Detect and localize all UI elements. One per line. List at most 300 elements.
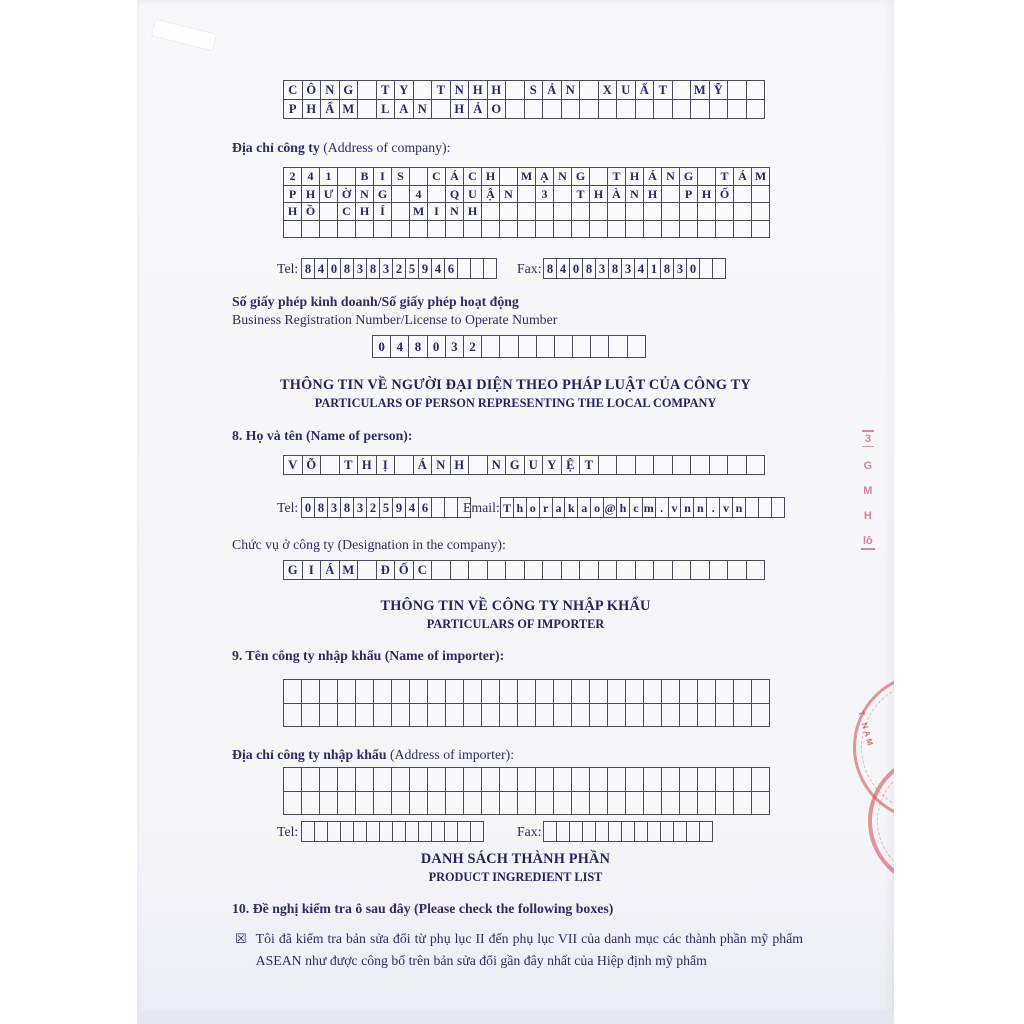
char-grid-row [283,560,765,580]
char-box [431,821,445,842]
char-box [733,185,752,204]
char-box: @ [603,497,617,518]
char-box: Ấ [635,80,655,100]
section-person-heading [177,377,854,411]
char-box [635,99,655,119]
char-box: H [468,80,488,100]
char-box [301,220,320,239]
char-box [625,202,644,221]
char-box [373,767,392,792]
char-box [445,791,464,816]
char-box [643,791,662,816]
char-box: 4 [409,185,428,204]
char-box [582,821,596,842]
char-grid-row [283,185,770,204]
section-importer-heading [177,598,854,632]
char-box [697,679,716,704]
char-box [607,767,626,792]
char-box [409,679,428,704]
char-box [409,703,428,728]
char-box [487,560,507,580]
char-box [699,258,713,279]
char-box [457,821,471,842]
char-box [366,821,380,842]
char-box: H [357,455,377,475]
char-box [379,821,393,842]
question-8-label: 8. Họ và tên (Name of person): [232,428,413,443]
char-grid-row [283,167,770,186]
char-box [715,767,734,792]
char-box: 2 [366,497,380,518]
char-box [301,791,320,816]
question-9-label: 9. Tên công ty nhập khẩu (Name of importer): [232,648,505,663]
char-box: C [427,167,446,186]
char-box: T [376,80,396,100]
char-box [715,220,734,239]
char-box [727,560,747,580]
char-box [340,821,354,842]
char-box [535,202,554,221]
company-address-label [232,140,450,156]
char-box: U [616,80,636,100]
char-box [627,335,646,358]
char-box: C [337,202,356,221]
char-box [319,220,338,239]
char-box [607,202,626,221]
char-box [355,767,374,792]
char-box [751,679,770,704]
char-box [553,767,572,792]
importer-tel-label: Tel: [277,824,299,839]
char-box: X [598,80,618,100]
char-box [712,258,726,279]
char-box [391,185,410,204]
char-box [647,821,661,842]
char-box [579,80,599,100]
char-box: v [668,497,682,518]
char-box [679,220,698,239]
char-box [733,703,752,728]
char-box [431,497,445,518]
char-box [715,703,734,728]
char-box [301,679,320,704]
importer-address-label [232,747,514,763]
char-box: Q [445,185,464,204]
char-box [690,99,710,119]
char-box [427,220,446,239]
char-box [301,703,320,728]
char-box: 0 [327,258,341,279]
char-box [373,220,392,239]
company-address-grid [283,167,770,238]
char-box [733,767,752,792]
declaration-checkbox-row [235,928,803,972]
char-box [608,335,627,358]
char-box [355,791,374,816]
char-box [589,791,608,816]
char-box: M [751,167,770,186]
char-box: A [394,99,414,119]
char-box: C [463,167,482,186]
char-box [463,220,482,239]
char-box [709,560,729,580]
section-person-heading-en: PARTICULARS OF PERSON REPRESENTING THE LOCAL COMPANY [314,396,717,410]
scan-bottom-shadow [137,1011,894,1024]
char-box: 8 [660,258,674,279]
char-box [569,821,583,842]
char-box [409,767,428,792]
importer-name-grid [283,679,770,727]
question-10-label: 10. Đề nghị kiểm tra ô sau đây (Please check the following boxes) [232,901,614,916]
char-box [697,791,716,816]
char-box: T [715,167,734,186]
char-box [373,791,392,816]
char-box: I [373,167,392,186]
company-fax-label: Fax: [517,261,542,276]
char-box: 3 [445,335,464,358]
char-box [643,679,662,704]
char-box: 9 [392,497,406,518]
char-box: 3 [353,258,367,279]
char-box [758,497,772,518]
char-box [715,679,734,704]
char-box [357,99,377,119]
red-stamp-text: T NAM [856,710,876,749]
char-box: n [732,497,746,518]
char-box: 8 [543,258,557,279]
char-box [661,202,680,221]
char-box: 8 [366,258,380,279]
char-box [337,167,356,186]
char-box: Ố [394,560,414,580]
char-box [699,821,713,842]
scan-smudge [151,19,217,52]
char-grid-row [283,80,765,100]
person-tel-grid [301,497,471,518]
char-box: . [655,497,669,518]
char-box [535,767,554,792]
section-ingredients-heading-vn: DANH SÁCH THÀNH PHẦN [420,851,611,867]
char-box [673,821,687,842]
char-box [505,80,525,100]
char-box: H [301,185,320,204]
char-box: Y [542,455,562,475]
char-box [554,335,573,358]
char-box [394,455,414,475]
char-box: 6 [444,258,458,279]
char-grid-row [283,703,770,728]
char-box [427,767,446,792]
char-box [751,703,770,728]
char-box: H [355,202,374,221]
char-box: H [302,99,322,119]
char-grid-row [301,258,497,279]
char-box [445,679,464,704]
char-box [653,455,673,475]
char-box: M [339,560,359,580]
char-box [679,791,698,816]
char-box: 4 [634,258,648,279]
char-box [301,767,320,792]
char-box: 4 [301,167,320,186]
char-box: G [373,185,392,204]
char-box [571,679,590,704]
char-box [589,220,608,239]
char-box [450,560,470,580]
char-box [320,455,340,475]
char-box: P [679,185,698,204]
char-box [481,220,500,239]
char-box [751,791,770,816]
char-box [481,679,500,704]
char-box [524,560,544,580]
char-box [319,791,338,816]
char-box: H [643,185,662,204]
char-box: n [693,497,707,518]
char-box [621,821,635,842]
char-box: L [376,99,396,119]
char-box [733,202,752,221]
char-box [727,455,747,475]
char-box: N [320,80,340,100]
char-box: S [524,80,544,100]
char-box: P [283,99,303,119]
char-box: 5 [379,497,393,518]
char-box: 3 [621,258,635,279]
char-box: 0 [372,335,391,358]
edge-mark-char: 3 [862,430,874,447]
edge-mark-char: G [863,460,873,472]
char-box [337,679,356,704]
char-box [357,560,377,580]
char-box [553,679,572,704]
char-box: m [642,497,656,518]
char-box: N [625,185,644,204]
char-box: 3 [673,258,687,279]
char-grid-row [301,497,471,518]
char-box [746,99,766,119]
char-box: B [355,167,374,186]
char-box: O [487,99,507,119]
char-box: Ệ [561,455,581,475]
char-box [481,767,500,792]
char-box [542,560,562,580]
edge-mark-char: lô [861,535,875,550]
char-box [418,821,432,842]
char-box: 4 [405,497,419,518]
char-box: h [513,497,527,518]
char-box [391,791,410,816]
char-box [643,703,662,728]
char-grid-row [500,497,785,518]
char-box: c [629,497,643,518]
char-box: T [431,80,451,100]
char-box [481,202,500,221]
person-tel-label: Tel: [277,500,299,515]
char-box: Ư [319,185,338,204]
char-box [661,703,680,728]
char-box [616,99,636,119]
char-box: G [679,167,698,186]
char-box [283,220,302,239]
char-box: M [517,167,536,186]
char-box: H [697,185,716,204]
char-box [409,220,428,239]
char-box: N [499,185,518,204]
char-box [643,202,662,221]
char-box [427,185,446,204]
char-box [373,703,392,728]
char-box [598,560,618,580]
char-box [571,202,590,221]
char-box: C [413,560,433,580]
char-box: Ậ [481,185,500,204]
char-box [457,258,471,279]
char-box [445,767,464,792]
char-box: Ạ [535,167,554,186]
char-box: Á [320,560,340,580]
char-box [463,767,482,792]
char-box: Á [643,167,662,186]
designation-grid [283,560,765,580]
char-box [733,679,752,704]
char-box [661,185,680,204]
char-grid-row [543,258,726,279]
char-box [283,767,302,792]
char-box [409,167,428,186]
char-box [517,791,536,816]
char-box: Ô [302,80,322,100]
char-box [283,679,302,704]
char-box: Y [394,80,414,100]
char-box [571,703,590,728]
char-box: N [445,202,464,221]
char-box [745,497,759,518]
char-box [653,99,673,119]
char-box [625,679,644,704]
char-box: o [526,497,540,518]
char-box: H [625,167,644,186]
char-box [590,335,609,358]
char-box: Ỹ [709,80,729,100]
char-box [355,220,374,239]
char-box [499,335,518,358]
char-box [470,821,484,842]
char-box: N [661,167,680,186]
char-box [607,703,626,728]
char-box [427,679,446,704]
char-box [751,185,770,204]
char-box: 0 [301,497,315,518]
char-box: 4 [431,258,445,279]
char-box: 2 [283,167,302,186]
char-box [373,679,392,704]
char-box [535,679,554,704]
char-box [572,335,591,358]
char-box [686,821,700,842]
char-box [697,220,716,239]
char-box [690,560,710,580]
char-box [444,497,458,518]
char-box: 3 [353,497,367,518]
char-box: Ờ [337,185,356,204]
char-box: 0 [427,335,446,358]
char-box: H [589,185,608,204]
char-box [625,791,644,816]
char-box: 0 [686,258,700,279]
char-box: U [463,185,482,204]
char-box [391,703,410,728]
char-box [672,80,692,100]
char-box [679,767,698,792]
char-box [517,202,536,221]
char-box [607,220,626,239]
char-box [536,335,555,358]
char-box [319,679,338,704]
char-box [634,821,648,842]
char-box: À [607,185,626,204]
char-box [607,791,626,816]
char-grid-row [543,821,713,842]
char-box [616,560,636,580]
char-box [589,767,608,792]
char-box [499,202,518,221]
person-email-grid [500,497,785,518]
char-grid-row [283,679,770,704]
edge-mark-char: M [863,485,873,497]
declaration-text: Tôi đã kiểm tra bản sửa đổi từ phụ lục II đến phụ lục VII của danh mục các thành phần mỹ phẩm ASEAN như được công bố trên bản sửa đổi gần đây nhất của Hiệp định mỹ phẩm [255,931,803,968]
char-box [499,167,518,186]
char-box: Ồ [301,202,320,221]
char-box [553,220,572,239]
char-box [499,679,518,704]
section-ingredients-heading [177,851,854,885]
char-box [391,202,410,221]
char-box [715,791,734,816]
char-box [727,80,747,100]
section-ingredients-heading-en: PRODUCT INGREDIENT LIST [428,870,603,884]
char-box [463,679,482,704]
char-box: 1 [647,258,661,279]
char-box [608,821,622,842]
char-box [518,335,537,358]
char-box: a [552,497,566,518]
char-box: H [450,455,470,475]
char-box [727,99,747,119]
char-box: Ị [376,455,396,475]
char-box [481,791,500,816]
char-box: G [339,80,359,100]
char-box: 1 [319,167,338,186]
char-box: 4 [314,258,328,279]
person-name-grid [283,455,765,475]
char-box: 4 [390,335,409,358]
char-box [327,821,341,842]
scanned-paper [137,0,894,1024]
char-box [616,455,636,475]
char-box [517,767,536,792]
char-box [625,220,644,239]
char-box [746,455,766,475]
char-box [505,99,525,119]
char-box [697,167,716,186]
char-box: r [539,497,553,518]
char-box: 8 [340,497,354,518]
char-box: 3 [535,185,554,204]
char-box [337,220,356,239]
char-box [607,679,626,704]
char-box [697,202,716,221]
